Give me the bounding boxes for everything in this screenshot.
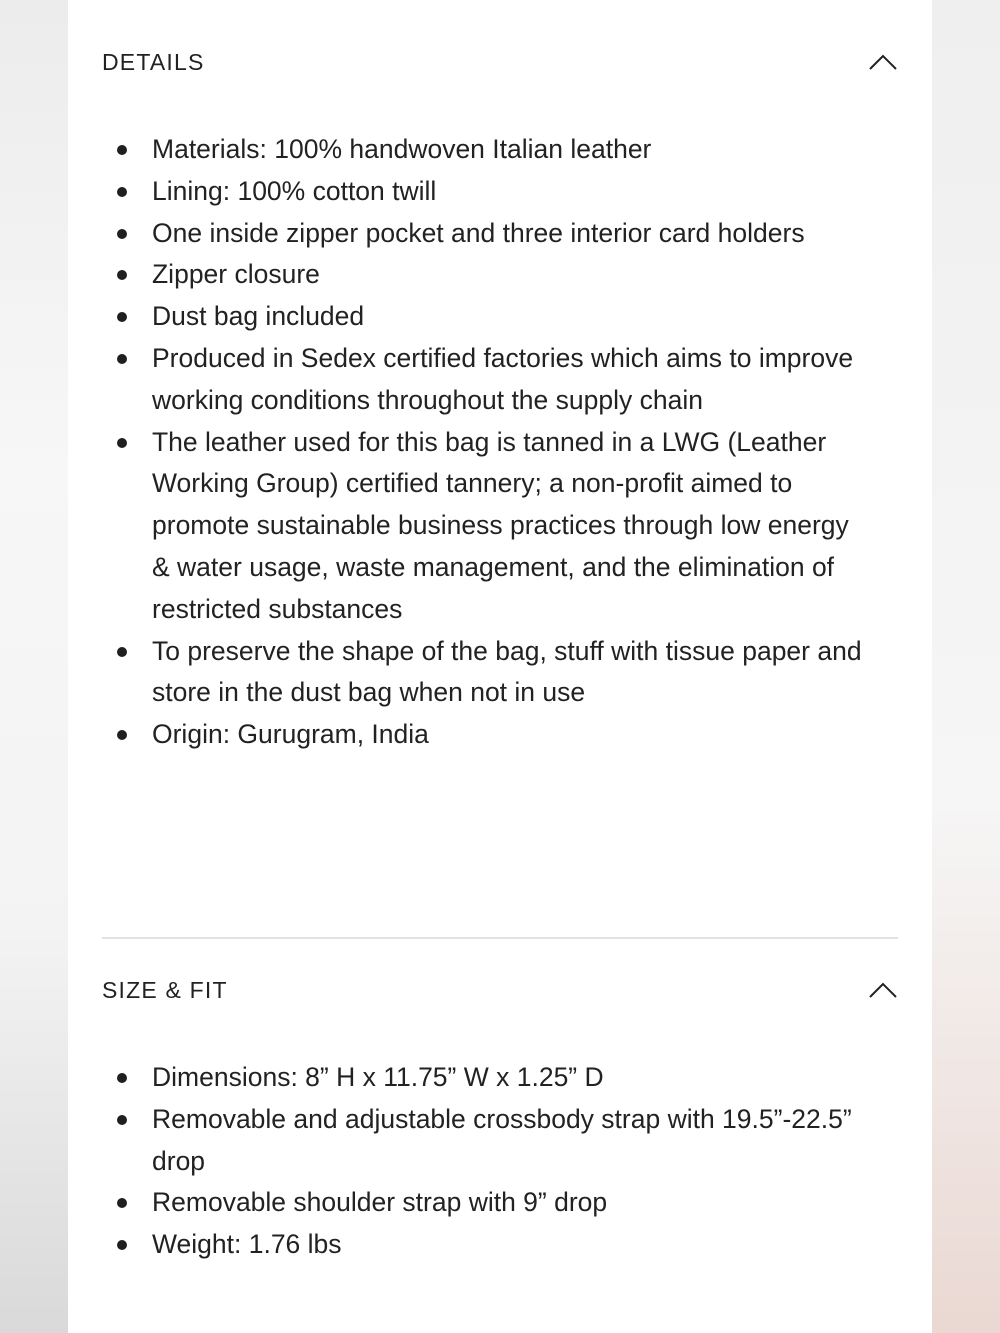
list-item: [102, 1099, 892, 1183]
details-list: [102, 129, 862, 756]
size-fit-list: [102, 1057, 892, 1266]
list-item-text: Dimensions: 8” H x 11.75” W x 1.25” D: [152, 1062, 604, 1092]
list-item: [102, 213, 862, 255]
list-item: [102, 129, 862, 171]
list-item-text: Dust bag included: [152, 301, 365, 332]
size-fit-title: SIZE & FIT: [102, 976, 228, 1003]
list-item: [102, 1224, 892, 1266]
list-item-text: Weight: 1.76 lbs: [152, 1229, 342, 1260]
list-item-text: Removable and adjustable crossbody strap with 19.5”-22.5” drop: [152, 1103, 852, 1176]
list-item-text: Origin: Gurugram, India: [152, 719, 429, 750]
list-item: [102, 254, 862, 296]
details-title: DETAILS: [102, 48, 205, 75]
list-item: [102, 422, 862, 631]
list-item-text: Removable shoulder strap with 9” drop: [152, 1187, 608, 1218]
list-item-text: One inside zipper pocket and three interior card holders: [152, 217, 805, 248]
chevron-up-icon[interactable]: [868, 980, 898, 1000]
product-info-panel: [68, 0, 932, 1333]
list-item-text: Lining: 100% cotton twill: [152, 175, 437, 206]
list-item-text: Materials: 100% handwoven Italian leather: [152, 134, 652, 164]
list-item-text: Produced in Sedex certified factories which aims to improve working conditions throughout the supply chain: [152, 342, 854, 415]
chevron-up-icon[interactable]: [868, 52, 898, 72]
list-item-text: The leather used for this bag is tanned in a LWG (Leather Working Group) certified tannery; a non-profit aimed to promote sustainable business practices through low energy & water usage, waste management, and the elimination of restricted substances: [152, 426, 849, 624]
details-accordion-header[interactable]: [102, 42, 898, 82]
list-item: [102, 714, 862, 756]
list-item-text: Zipper closure: [152, 259, 320, 290]
list-item-text: To preserve the shape of the bag, stuff with tissue paper and store in the dust bag when not in use: [152, 635, 862, 708]
list-item: [102, 1182, 892, 1224]
list-item: [102, 171, 862, 213]
background-edge: [932, 0, 1000, 1333]
list-item: [102, 1057, 892, 1099]
list-item: [102, 338, 862, 422]
list-item: [102, 631, 862, 715]
list-item: [102, 296, 862, 338]
section-divider: [102, 937, 898, 939]
size-fit-accordion-header[interactable]: [102, 970, 898, 1010]
